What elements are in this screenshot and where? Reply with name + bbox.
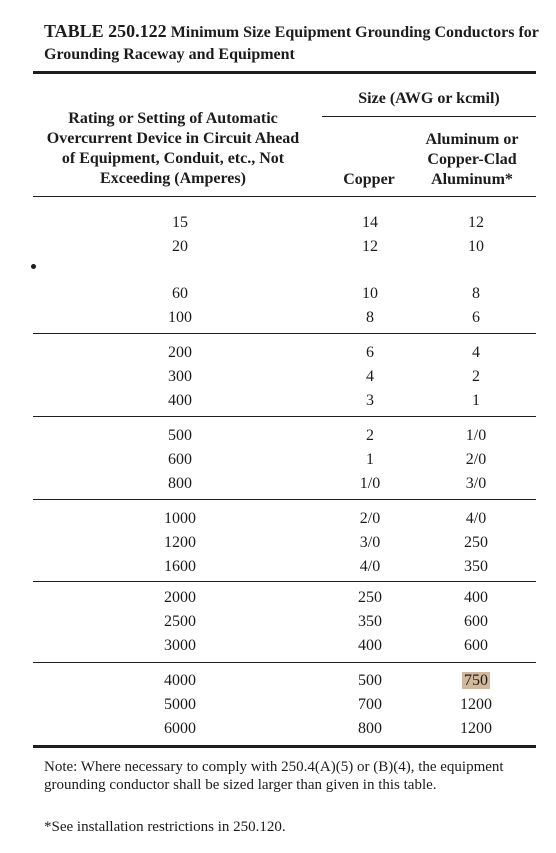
aluminum-cell: 12 [468,214,484,231]
header-rating: Rating or Setting of Automatic Overcurrent Device in Circuit Ahead of Equipment, Conduit, etc., Not Exceeding (Amperes) [46,110,300,187]
aluminum-cell: 600 [464,613,488,630]
rating-cell: 300 [168,368,192,385]
aluminum-cell: 2 [472,368,480,385]
aluminum-cell: 1200 [460,696,492,713]
rating-cell: 500 [168,427,192,444]
aluminum-cell: 10 [468,238,484,255]
copper-cell: 3/0 [359,534,381,551]
copper-cell: 2/0 [359,510,381,527]
header-copper: Copper [343,171,395,188]
copper-cell: 14 [362,214,378,231]
aluminum-cell: 600 [464,637,488,654]
table-title [44,20,544,66]
copper-cell: 3 [366,392,374,409]
copper-cell: 1 [366,451,374,468]
copper-cell: 4 [366,368,374,385]
header-aluminum: Aluminum or Copper-Clad Aluminum* [425,131,519,188]
copper-cell: 1/0 [359,475,381,492]
rating-cell: 3000 [164,637,196,654]
group-separator [33,662,536,663]
rating-cell: 20 [172,238,188,255]
group-separator [33,581,536,582]
rating-cell: 1600 [164,558,196,575]
copper-cell: 10 [362,285,378,302]
rating-cell: 1200 [164,534,196,551]
rating-cell: 800 [168,475,192,492]
aluminum-cell: 1200 [460,720,492,737]
rating-cell: 2500 [164,613,196,630]
copper-cell: 700 [358,696,382,713]
aluminum-cell: 8 [472,285,480,302]
rating-cell: 6000 [164,720,196,737]
rating-cell: 60 [172,285,188,302]
rating-cell: 1000 [164,510,196,527]
top-rule [33,71,536,74]
aluminum-cell: 350 [464,558,488,575]
rating-cell: 2000 [164,589,196,606]
copper-cell: 350 [358,613,382,630]
highlighted-value: 750 [464,672,488,689]
aluminum-cell: 1/0 [465,427,487,444]
rating-cell: 600 [168,451,192,468]
copper-cell: 500 [358,672,382,689]
rating-cell: 200 [168,344,192,361]
copper-cell: 4/0 [359,558,381,575]
rating-cell: 4000 [164,672,196,689]
bottom-rule [33,745,536,748]
rating-cell: 400 [168,392,192,409]
aluminum-cell: 4 [472,344,480,361]
copper-cell: 2 [366,427,374,444]
copper-cell: 800 [358,720,382,737]
aluminum-cell: 400 [464,589,488,606]
header-subrule [322,116,536,117]
table-number: TABLE 250.122 [44,21,167,41]
aluminum-cell: 2/0 [465,451,487,468]
rating-cell: 5000 [164,696,196,713]
aluminum-cell: 4/0 [465,510,487,527]
header-bottom-rule [33,196,536,197]
group-separator [33,333,536,334]
copper-cell: 12 [362,238,378,255]
copper-cell: 250 [358,589,382,606]
header-size-group: Size (AWG or kcmil) [358,90,500,107]
aluminum-cell: 6 [472,309,480,326]
group-separator [33,416,536,417]
footnote-note: Note: Where necessary to comply with 250.4(A)(5) or (B)(4), the equipment grounding conductor shall be sized larger than given in this table. [44,759,504,793]
table-caption: Minimum Size Equipment Grounding Conductors for Grounding Raceway and Equipment [44,24,539,63]
group-separator [33,499,536,500]
bullet-dot [31,264,36,269]
rating-cell: 100 [168,309,192,326]
copper-cell: 400 [358,637,382,654]
rating-cell: 15 [172,214,188,231]
footnote-asterisk: *See installation restrictions in 250.120. [44,819,286,835]
aluminum-cell: 3/0 [465,475,487,492]
copper-cell: 8 [366,309,374,326]
copper-cell: 6 [366,344,374,361]
aluminum-cell: 250 [464,534,488,551]
aluminum-cell: 1 [472,392,480,409]
aluminum-cell [436,671,516,691]
